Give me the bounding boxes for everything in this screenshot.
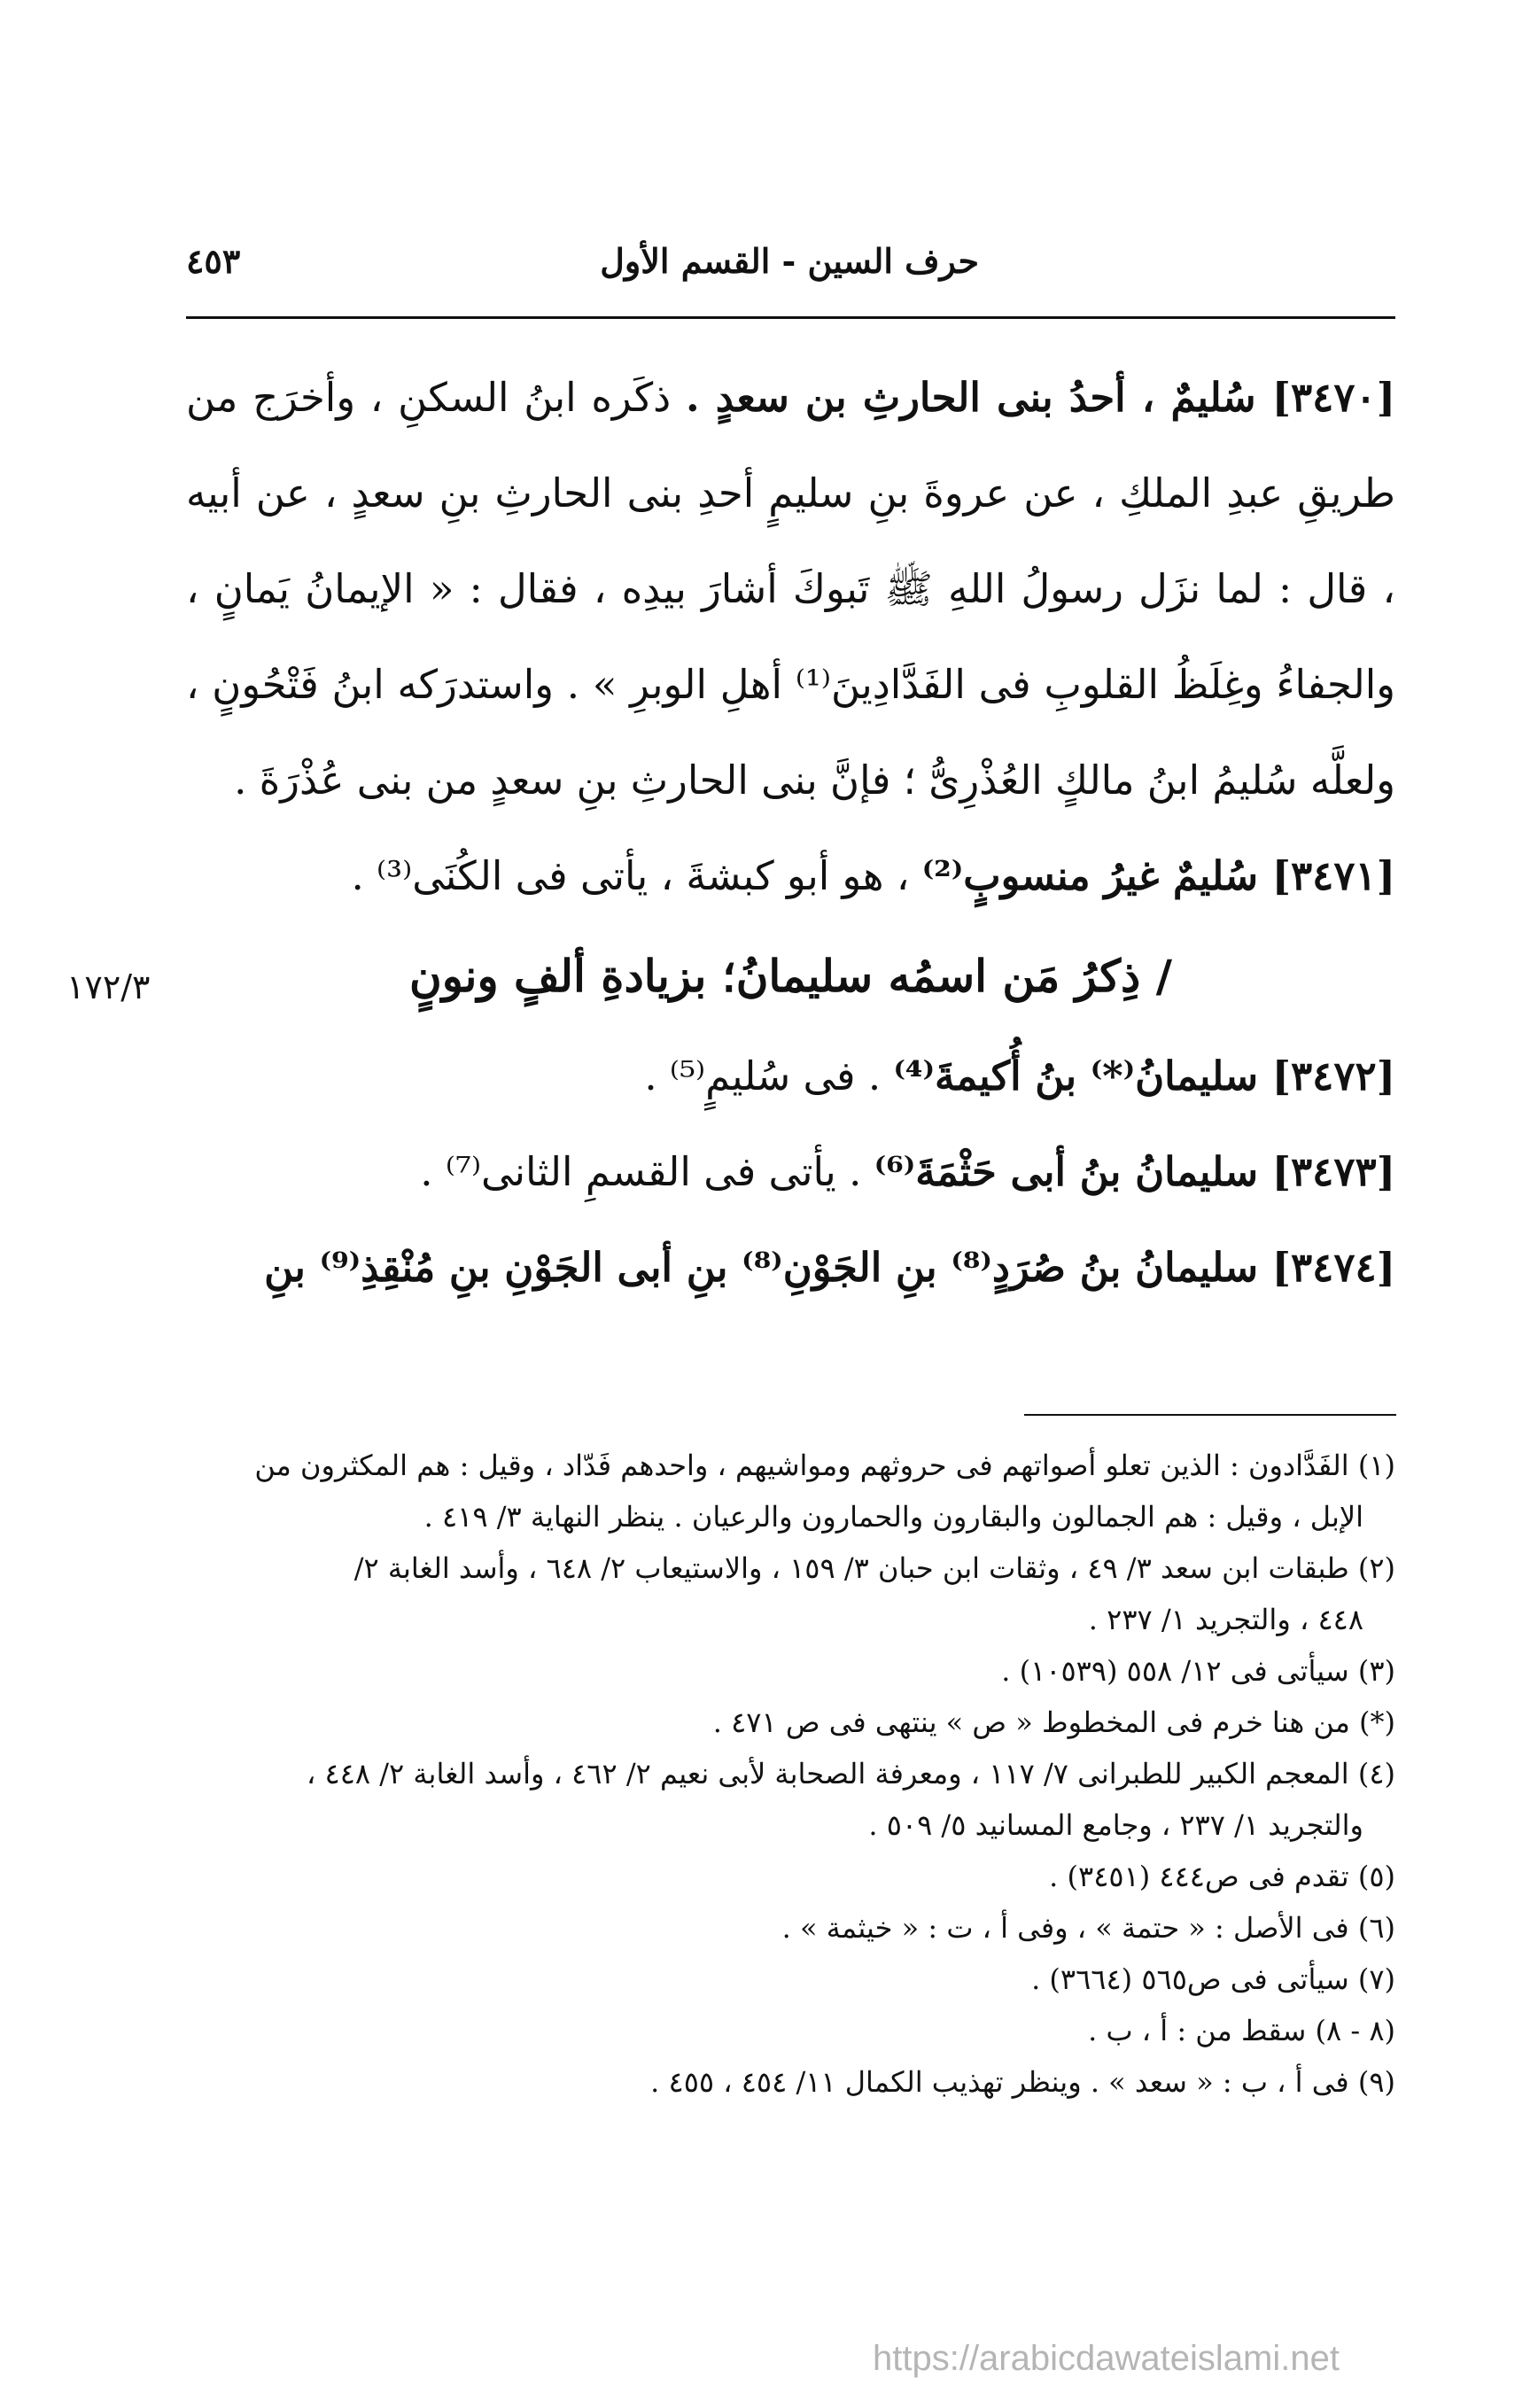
entry-3472 [186,1029,1395,1124]
entry-3470 [186,350,1395,828]
footnotes [186,1440,1395,2108]
section-heading: / ذِكرُ مَن اسمُه سليمانُ؛ بزيادةِ ألفٍ ونونٍ [408,950,1172,1002]
running-header [186,239,1395,301]
footnote-5: (٥) تقدم فى ص٤٤٤ (٣٤٥١) . [1049,1860,1395,1893]
footnote-4: (٤) المعجم الكبير للطبرانى ٧/ ١١٧ ، ومعرفة الصحابة لأبى نعيم ٢/ ٤٦٢ ، وأسد الغابة ٢/ ٤٤٨ ، [307,1757,1395,1790]
entry-text: . يأتى فى القسمِ الثانى⁽⁷⁾ . [420,1148,862,1195]
page-number: ٤٥٣ [186,241,241,281]
entry-text: ، هو أبو كبشةَ ، يأتى فى الكُنَى⁽³⁾ . [351,852,910,899]
footnote-3: (٣) سيأتى فى ١٢/ ٥٥٨ (١٠٥٣٩) . [1001,1654,1395,1688]
entry-head: [٣٤٧١] سُليمٌ غيرُ منسوبٍ⁽²⁾ [921,852,1395,899]
footnote-star: (*) من هنا خرم فى المخطوط « ص » ينتهى فى ص ٤٧١ . [712,1705,1395,1739]
entry-text: ذكَره ابنُ السكنِ ، وأخرَج من طريقِ عبدِ الملكِ ، عن عروةَ بنِ سليمٍ أحدِ بنى الحارثِ بنِ سعدٍ ، عن أبيه ، قال : لما نزَل رسولُ اللهِ ﷺ تَبوكَ أشارَ بيدِه ، فقال : « الإيمانُ يَمانٍ ، والجفاءُ وغِلَظُ القلوبِ فى الفَدَّادِينَ⁽¹⁾ أهلِ الوبرِ » . واستدرَكه ابنُ فَتْحُونٍ ، ولعلَّه سُليمُ ابنُ مالكٍ العُذْرِىُّ ؛ فإنَّ بنى الحارثِ بنِ سعدٍ من بنى عُذْرَةَ . [186,374,1395,804]
margin-volume-page-note: ١٧٢/٣ [66,967,151,1006]
footnote-7: (٧) سيأتى فى ص٥٦٥ (٣٦٦٤) . [1031,1962,1395,1996]
footnote-9: (٩) فى أ ، ب : « سعد » . وينظر تهذيب الكمال ١١/ ٤٥٤ ، ٤٥٥ . [650,2065,1395,2099]
entry-text: . فى سُليمٍ⁽⁵⁾ . [644,1053,882,1099]
footnote-6: (٦) فى الأصل : « حتمة » ، وفى أ ، ت : « خيثمة » . [781,1911,1395,1945]
footnote-1-cont: الإبل ، وقيل : هم الجمالون والبقارون والحمارون والرعيان . ينظر النهاية ٣/ ٤١٩ . [423,1500,1363,1534]
footnote-4-cont: والتجريد ١/ ٢٣٧ ، وجامع المسانيد ٥/ ٥٠٩ . [868,1808,1363,1842]
footnote-8: (٨ - ٨) سقط من : أ ، ب . [1088,2014,1395,2047]
watermark-url: https://arabicdawateislami.net [873,2339,1340,2378]
footnote-2: (٢) طبقات ابن سعد ٣/ ٤٩ ، وثقات ابن حبان ٣/ ١٥٩ ، والاستيعاب ٢/ ٦٤٨ ، وأسد الغابة ٢/ [353,1551,1395,1585]
footnote-1: (١) الفَدَّادون : الذين تعلو أصواتهم فى حروثهم ومواشيهم ، واحدهم فَدّاد ، وقيل : هم المكثرون من [254,1449,1395,1482]
header-rule [186,316,1395,319]
entry-head: [٣٤٧٢] سليمانُ⁽*⁾ بنُ أُكيمةَ⁽⁴⁾ [893,1053,1395,1099]
main-text [186,350,1395,1316]
entry-head: [٣٤٧٤] سليمانُ بنُ صُرَدٍ⁽⁸⁾ بنِ الجَوْنِ⁽⁸⁾ بنِ أبى الجَوْنِ بنِ مُنْقِذِ⁽⁹⁾ بنِ [264,1244,1395,1291]
entry-3474 [186,1220,1395,1316]
footnote-rule [1024,1414,1396,1416]
footnote-2-cont: ٤٤٨ ، والتجريد ١/ ٢٣٧ . [1088,1603,1363,1636]
entry-3471 [186,828,1395,924]
entry-head: [٣٤٧٠] سُليمٌ ، أحدُ بنى الحارثِ بن سعدٍ . [685,374,1395,421]
entry-3473 [186,1124,1395,1220]
header-title: حرف السين - القسم الأول [600,241,979,281]
entry-head: [٣٤٧٣] سليمانُ بنُ أبى حَثْمَةَ⁽⁶⁾ [874,1148,1395,1195]
